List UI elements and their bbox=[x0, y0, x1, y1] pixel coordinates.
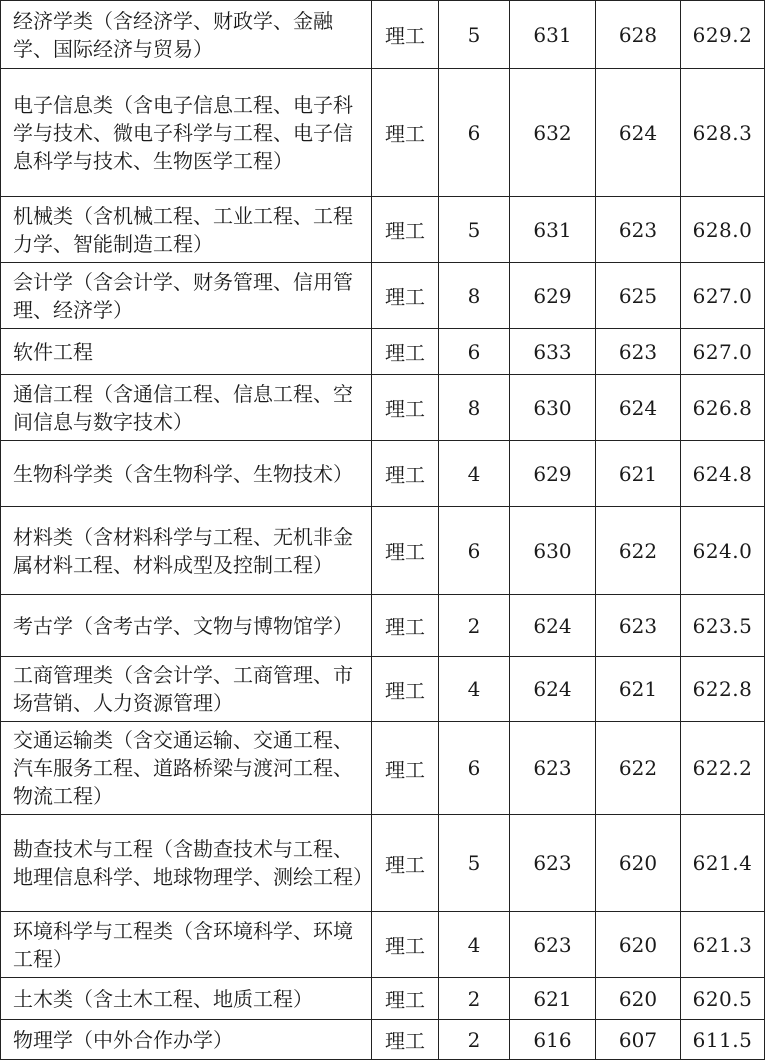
major-cell: 环境科学与工程类（含环境科学、环境工程） bbox=[1, 912, 372, 978]
table-row bbox=[1, 375, 765, 441]
max-score-cell: 624 bbox=[510, 595, 596, 657]
avg-score-cell: 622.8 bbox=[681, 657, 765, 722]
min-score-cell: 621 bbox=[596, 657, 681, 722]
avg-score-cell: 624.8 bbox=[681, 441, 765, 507]
major-cell: 土木类（含土木工程、地质工程） bbox=[1, 978, 372, 1020]
category-cell: 理工 bbox=[372, 263, 439, 329]
max-score-cell: 629 bbox=[510, 263, 596, 329]
category-cell: 理工 bbox=[372, 657, 439, 722]
table-row bbox=[1, 722, 765, 815]
major-cell: 工商管理类（含会计学、工商管理、市场营销、人力资源管理） bbox=[1, 657, 372, 722]
count-cell: 2 bbox=[439, 978, 510, 1020]
count-cell: 4 bbox=[439, 657, 510, 722]
max-score-cell: 616 bbox=[510, 1020, 596, 1060]
avg-score-cell: 628.3 bbox=[681, 69, 765, 197]
min-score-cell: 623 bbox=[596, 329, 681, 375]
table-row bbox=[1, 507, 765, 595]
min-score-cell: 621 bbox=[596, 441, 681, 507]
category-cell: 理工 bbox=[372, 595, 439, 657]
category-cell: 理工 bbox=[372, 1020, 439, 1060]
max-score-cell: 631 bbox=[510, 1, 596, 69]
avg-score-cell: 626.8 bbox=[681, 375, 765, 441]
min-score-cell: 624 bbox=[596, 375, 681, 441]
category-cell: 理工 bbox=[372, 815, 439, 912]
category-cell: 理工 bbox=[372, 507, 439, 595]
count-cell: 6 bbox=[439, 722, 510, 815]
count-cell: 4 bbox=[439, 912, 510, 978]
min-score-cell: 620 bbox=[596, 912, 681, 978]
table-row bbox=[1, 657, 765, 722]
count-cell: 6 bbox=[439, 69, 510, 197]
max-score-cell: 624 bbox=[510, 657, 596, 722]
table-row bbox=[1, 815, 765, 912]
max-score-cell: 623 bbox=[510, 912, 596, 978]
category-cell: 理工 bbox=[372, 978, 439, 1020]
category-cell: 理工 bbox=[372, 722, 439, 815]
major-cell: 经济学类（含经济学、财政学、金融学、国际经济与贸易） bbox=[1, 1, 372, 69]
min-score-cell: 628 bbox=[596, 1, 681, 69]
major-cell: 生物科学类（含生物科学、生物技术） bbox=[1, 441, 372, 507]
major-cell: 物理学（中外合作办学） bbox=[1, 1020, 372, 1060]
avg-score-cell: 622.2 bbox=[681, 722, 765, 815]
table-row bbox=[1, 1020, 765, 1060]
major-cell: 软件工程 bbox=[1, 329, 372, 375]
max-score-cell: 632 bbox=[510, 69, 596, 197]
table-row bbox=[1, 441, 765, 507]
max-score-cell: 621 bbox=[510, 978, 596, 1020]
count-cell: 5 bbox=[439, 1, 510, 69]
max-score-cell: 631 bbox=[510, 197, 596, 263]
major-cell: 材料类（含材料科学与工程、无机非金属材料工程、材料成型及控制工程） bbox=[1, 507, 372, 595]
major-cell: 交通运输类（含交通运输、交通工程、汽车服务工程、道路桥梁与渡河工程、物流工程） bbox=[1, 722, 372, 815]
avg-score-cell: 627.0 bbox=[681, 263, 765, 329]
category-cell: 理工 bbox=[372, 69, 439, 197]
table-row bbox=[1, 978, 765, 1020]
table-row bbox=[1, 197, 765, 263]
avg-score-cell: 628.0 bbox=[681, 197, 765, 263]
category-cell: 理工 bbox=[372, 197, 439, 263]
count-cell: 5 bbox=[439, 815, 510, 912]
max-score-cell: 623 bbox=[510, 815, 596, 912]
table-row bbox=[1, 595, 765, 657]
min-score-cell: 623 bbox=[596, 197, 681, 263]
min-score-cell: 622 bbox=[596, 722, 681, 815]
avg-score-cell: 624.0 bbox=[681, 507, 765, 595]
avg-score-cell: 627.0 bbox=[681, 329, 765, 375]
category-cell: 理工 bbox=[372, 329, 439, 375]
category-cell: 理工 bbox=[372, 441, 439, 507]
max-score-cell: 630 bbox=[510, 507, 596, 595]
min-score-cell: 624 bbox=[596, 69, 681, 197]
min-score-cell: 622 bbox=[596, 507, 681, 595]
avg-score-cell: 611.5 bbox=[681, 1020, 765, 1060]
max-score-cell: 633 bbox=[510, 329, 596, 375]
table-body bbox=[1, 1, 765, 1060]
count-cell: 8 bbox=[439, 375, 510, 441]
min-score-cell: 625 bbox=[596, 263, 681, 329]
max-score-cell: 629 bbox=[510, 441, 596, 507]
avg-score-cell: 629.2 bbox=[681, 1, 765, 69]
min-score-cell: 620 bbox=[596, 815, 681, 912]
table-row bbox=[1, 329, 765, 375]
table-row bbox=[1, 263, 765, 329]
category-cell: 理工 bbox=[372, 1, 439, 69]
major-cell: 电子信息类（含电子信息工程、电子科学与技术、微电子科学与工程、电子信息科学与技术、生物医学工程） bbox=[1, 69, 372, 197]
category-cell: 理工 bbox=[372, 375, 439, 441]
major-cell: 勘查技术与工程（含勘查技术与工程、地理信息科学、地球物理学、测绘工程） bbox=[1, 815, 372, 912]
major-cell: 通信工程（含通信工程、信息工程、空间信息与数字技术） bbox=[1, 375, 372, 441]
min-score-cell: 620 bbox=[596, 978, 681, 1020]
avg-score-cell: 620.5 bbox=[681, 978, 765, 1020]
max-score-cell: 630 bbox=[510, 375, 596, 441]
count-cell: 8 bbox=[439, 263, 510, 329]
avg-score-cell: 621.3 bbox=[681, 912, 765, 978]
table-row bbox=[1, 69, 765, 197]
count-cell: 4 bbox=[439, 441, 510, 507]
count-cell: 6 bbox=[439, 329, 510, 375]
table-row bbox=[1, 1, 765, 69]
major-cell: 机械类（含机械工程、工业工程、工程力学、智能制造工程） bbox=[1, 197, 372, 263]
count-cell: 2 bbox=[439, 1020, 510, 1060]
min-score-cell: 607 bbox=[596, 1020, 681, 1060]
min-score-cell: 623 bbox=[596, 595, 681, 657]
major-cell: 会计学（含会计学、财务管理、信用管理、经济学） bbox=[1, 263, 372, 329]
max-score-cell: 623 bbox=[510, 722, 596, 815]
count-cell: 5 bbox=[439, 197, 510, 263]
table-row bbox=[1, 912, 765, 978]
count-cell: 6 bbox=[439, 507, 510, 595]
avg-score-cell: 623.5 bbox=[681, 595, 765, 657]
avg-score-cell: 621.4 bbox=[681, 815, 765, 912]
category-cell: 理工 bbox=[372, 912, 439, 978]
count-cell: 2 bbox=[439, 595, 510, 657]
major-cell: 考古学（含考古学、文物与博物馆学） bbox=[1, 595, 372, 657]
